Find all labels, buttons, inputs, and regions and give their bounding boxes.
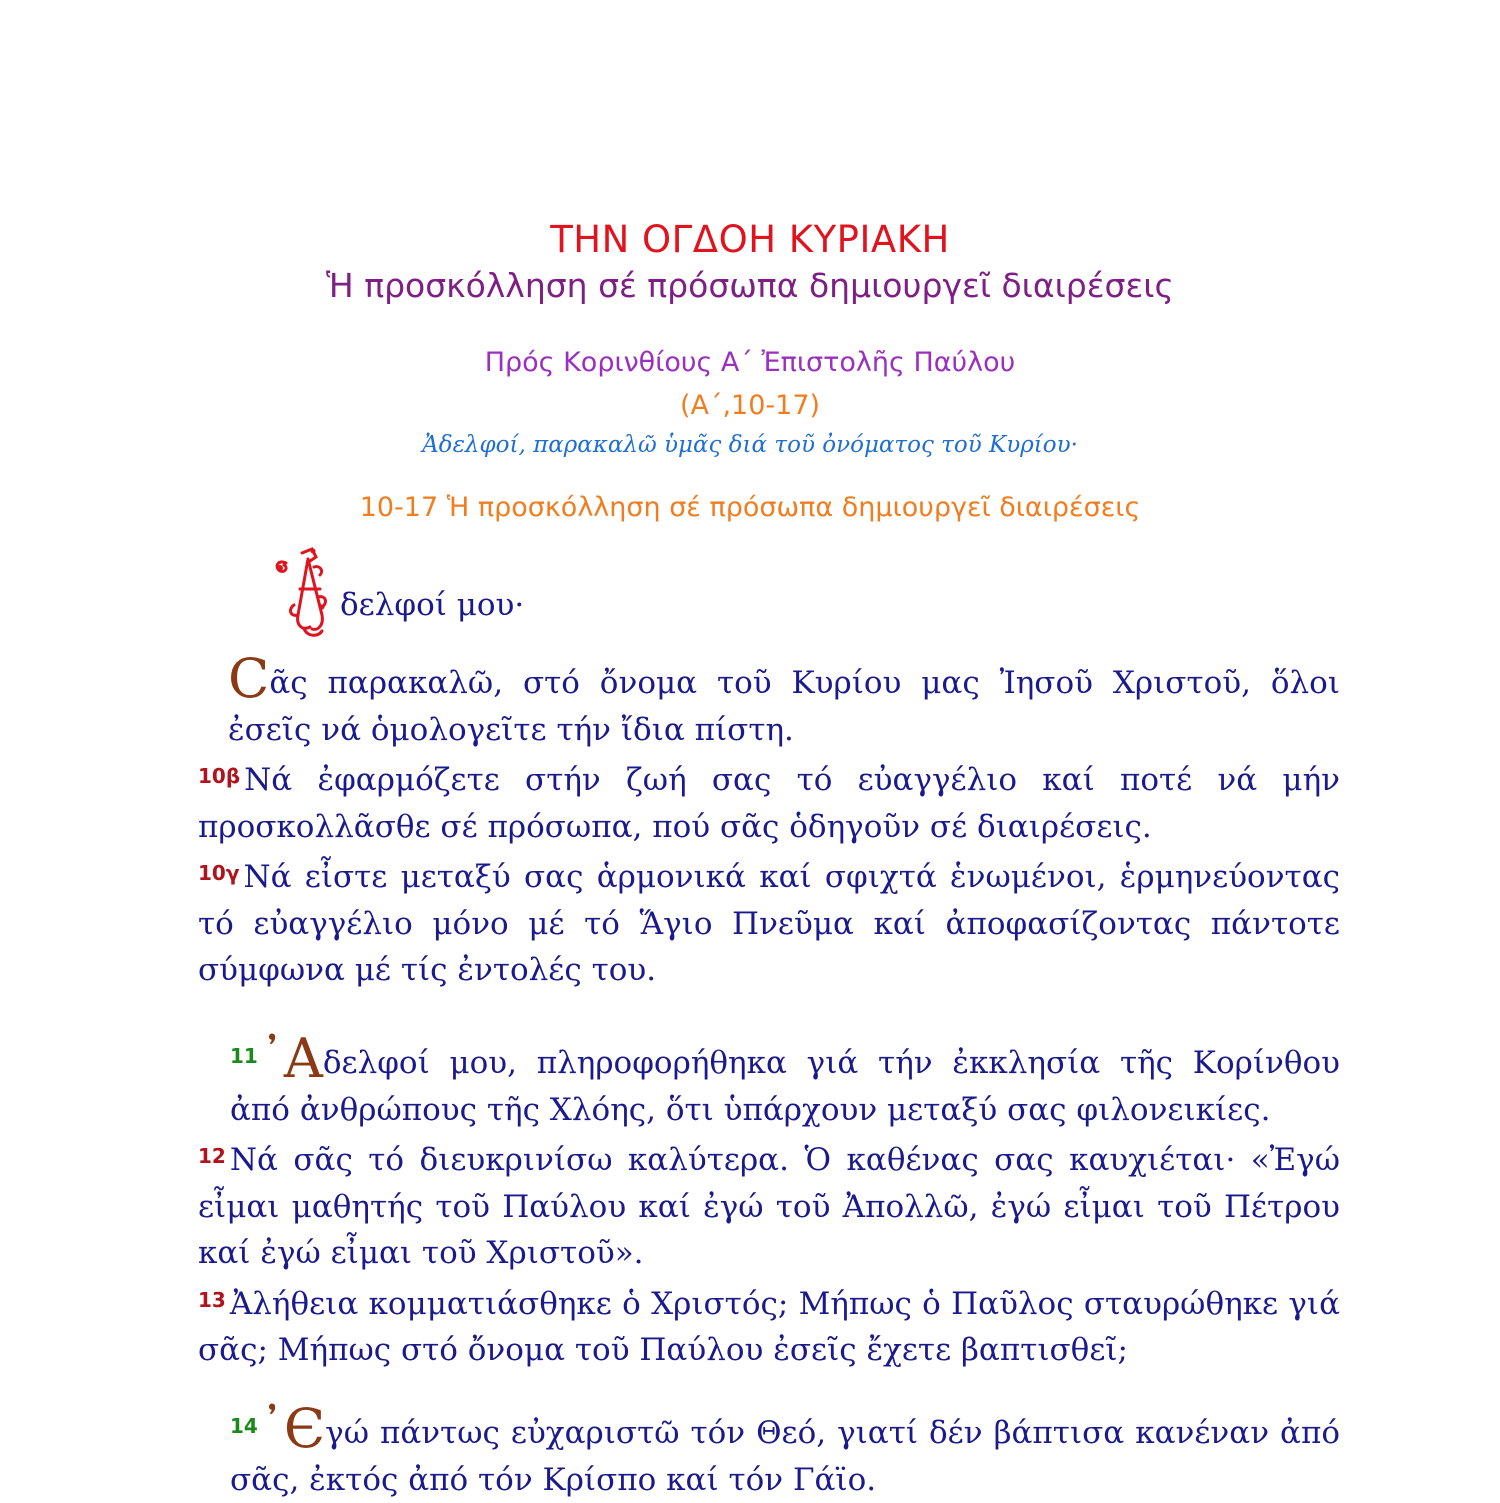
verse-number: 12 [198, 1144, 226, 1168]
page-subtitle: Ἡ προσκόλληση σέ πρόσωπα δημιουργεῖ διαιρέσεις [326, 266, 1174, 305]
drop-apostrophe: ᾿ [259, 1399, 284, 1455]
verse-number: 10β [198, 764, 241, 788]
verse-13 [160, 1277, 1340, 1374]
verse-10c [160, 850, 1340, 994]
verse-10b [160, 753, 1340, 850]
drop-apostrophe: ᾿ [259, 1029, 284, 1085]
chapter-reference: (Α΄,10-17) [679, 390, 821, 421]
verse-text: Νά εἶστε μεταξύ σας ἁρμονικά καί σφιχτά ἑνωμένοι, ἑρμηνεύοντας τό εὐαγγέλιο μόνο μέ τό Ἅγιο Πνεῦμα καί ἀποφασίζοντας πάντοτε σύμφωνα μέ τίς ἐντολές του. [198, 859, 1340, 988]
verse-text: Νά ἐφαρμόζετε στήν ζωή σας τό εὐαγγέλιο καί ποτέ νά μήν προσκολλᾶσθε σέ πρόσωπα, πού σᾶς ὁδηγοῦν σέ διαιρέσεις. [198, 762, 1340, 845]
opening-line: Ἀδελφοί, παρακαλῶ ὑμᾶς διά τοῦ ὀνόματος τοῦ Κυρίου· [422, 432, 1078, 458]
verse-text: δελφοί μου, πληροφορήθηκα γιά τήν ἐκκλησία τῆς Κορίνθου ἀπό ἀνθρώπους τῆς Χλόης, ὅτι ὑπάρχουν μεταξύ σας φιλονεικίες. [230, 1045, 1340, 1128]
drop-initial: A [283, 1027, 323, 1090]
verse-12 [160, 1133, 1340, 1277]
section-heading: 10-17 Ἡ προσκόλληση σέ πρόσωπα δημιουργεῖ διαιρέσεις [359, 492, 1141, 523]
paragraph-1 [160, 647, 1340, 994]
salutation-text: δελφοί μου· [340, 587, 525, 623]
paragraph-3 [160, 1397, 1340, 1503]
verse-text: Νά σᾶς τό διευκρινίσω καλύτερα. Ὁ καθένας σας καυχιέται· «Ἐγώ εἶμαι μαθητής τοῦ Παύλου καί ἐγώ τοῦ Ἀπολλῶ, ἐγώ εἶμαι τοῦ Πέτρου καί ἐγώ εἶμαι τοῦ Χριστοῦ». [198, 1142, 1340, 1271]
verse-text: γώ πάντως εὐχαριστῶ τόν Θεό, γιατί δέν βάπτισα κανέναν ἀπό σᾶς, ἐκτός ἀπό τόν Κρίσπο καί τόν Γάϊο. [230, 1415, 1340, 1498]
verse-text: Ἀλήθεια κομματιάσθηκε ὁ Χριστός; Μήπως ὁ Παῦλος σταυρώθηκε γιά σᾶς; Μήπως στό ὄνομα τοῦ Παύλου ἐσεῖς ἔχετε βαπτισθεῖ; [198, 1285, 1340, 1368]
drop-initial: Є [283, 1397, 326, 1460]
verse-14 [160, 1397, 1340, 1503]
verse-text: ᾶς παρακαλῶ, στό ὄνομα τοῦ Κυρίου μας Ἰησοῦ Χριστοῦ, ὅλοι ἐσεῖς νά ὁμολογεῖτε τήν ἴδια πίστη. [228, 665, 1340, 748]
paragraph-2 [160, 1027, 1340, 1374]
ornate-initial-alpha-icon [268, 545, 340, 640]
lead-verse-number: 11 [230, 1044, 258, 1068]
drop-initial: C [228, 647, 270, 710]
verse-10a [160, 647, 1340, 753]
verse-number: 10γ [198, 861, 240, 885]
lead-verse-number: 14 [230, 1414, 258, 1438]
verse-11 [160, 1027, 1340, 1133]
page-title: ΤΗΝ ΟΓΔΟΗ ΚΥΡΙΑΚΗ [550, 218, 950, 261]
verse-number: 13 [198, 1287, 226, 1312]
epistle-title: Πρός Κορινθίους Α΄ Ἐπιστολῆς Παύλου [484, 347, 1016, 378]
